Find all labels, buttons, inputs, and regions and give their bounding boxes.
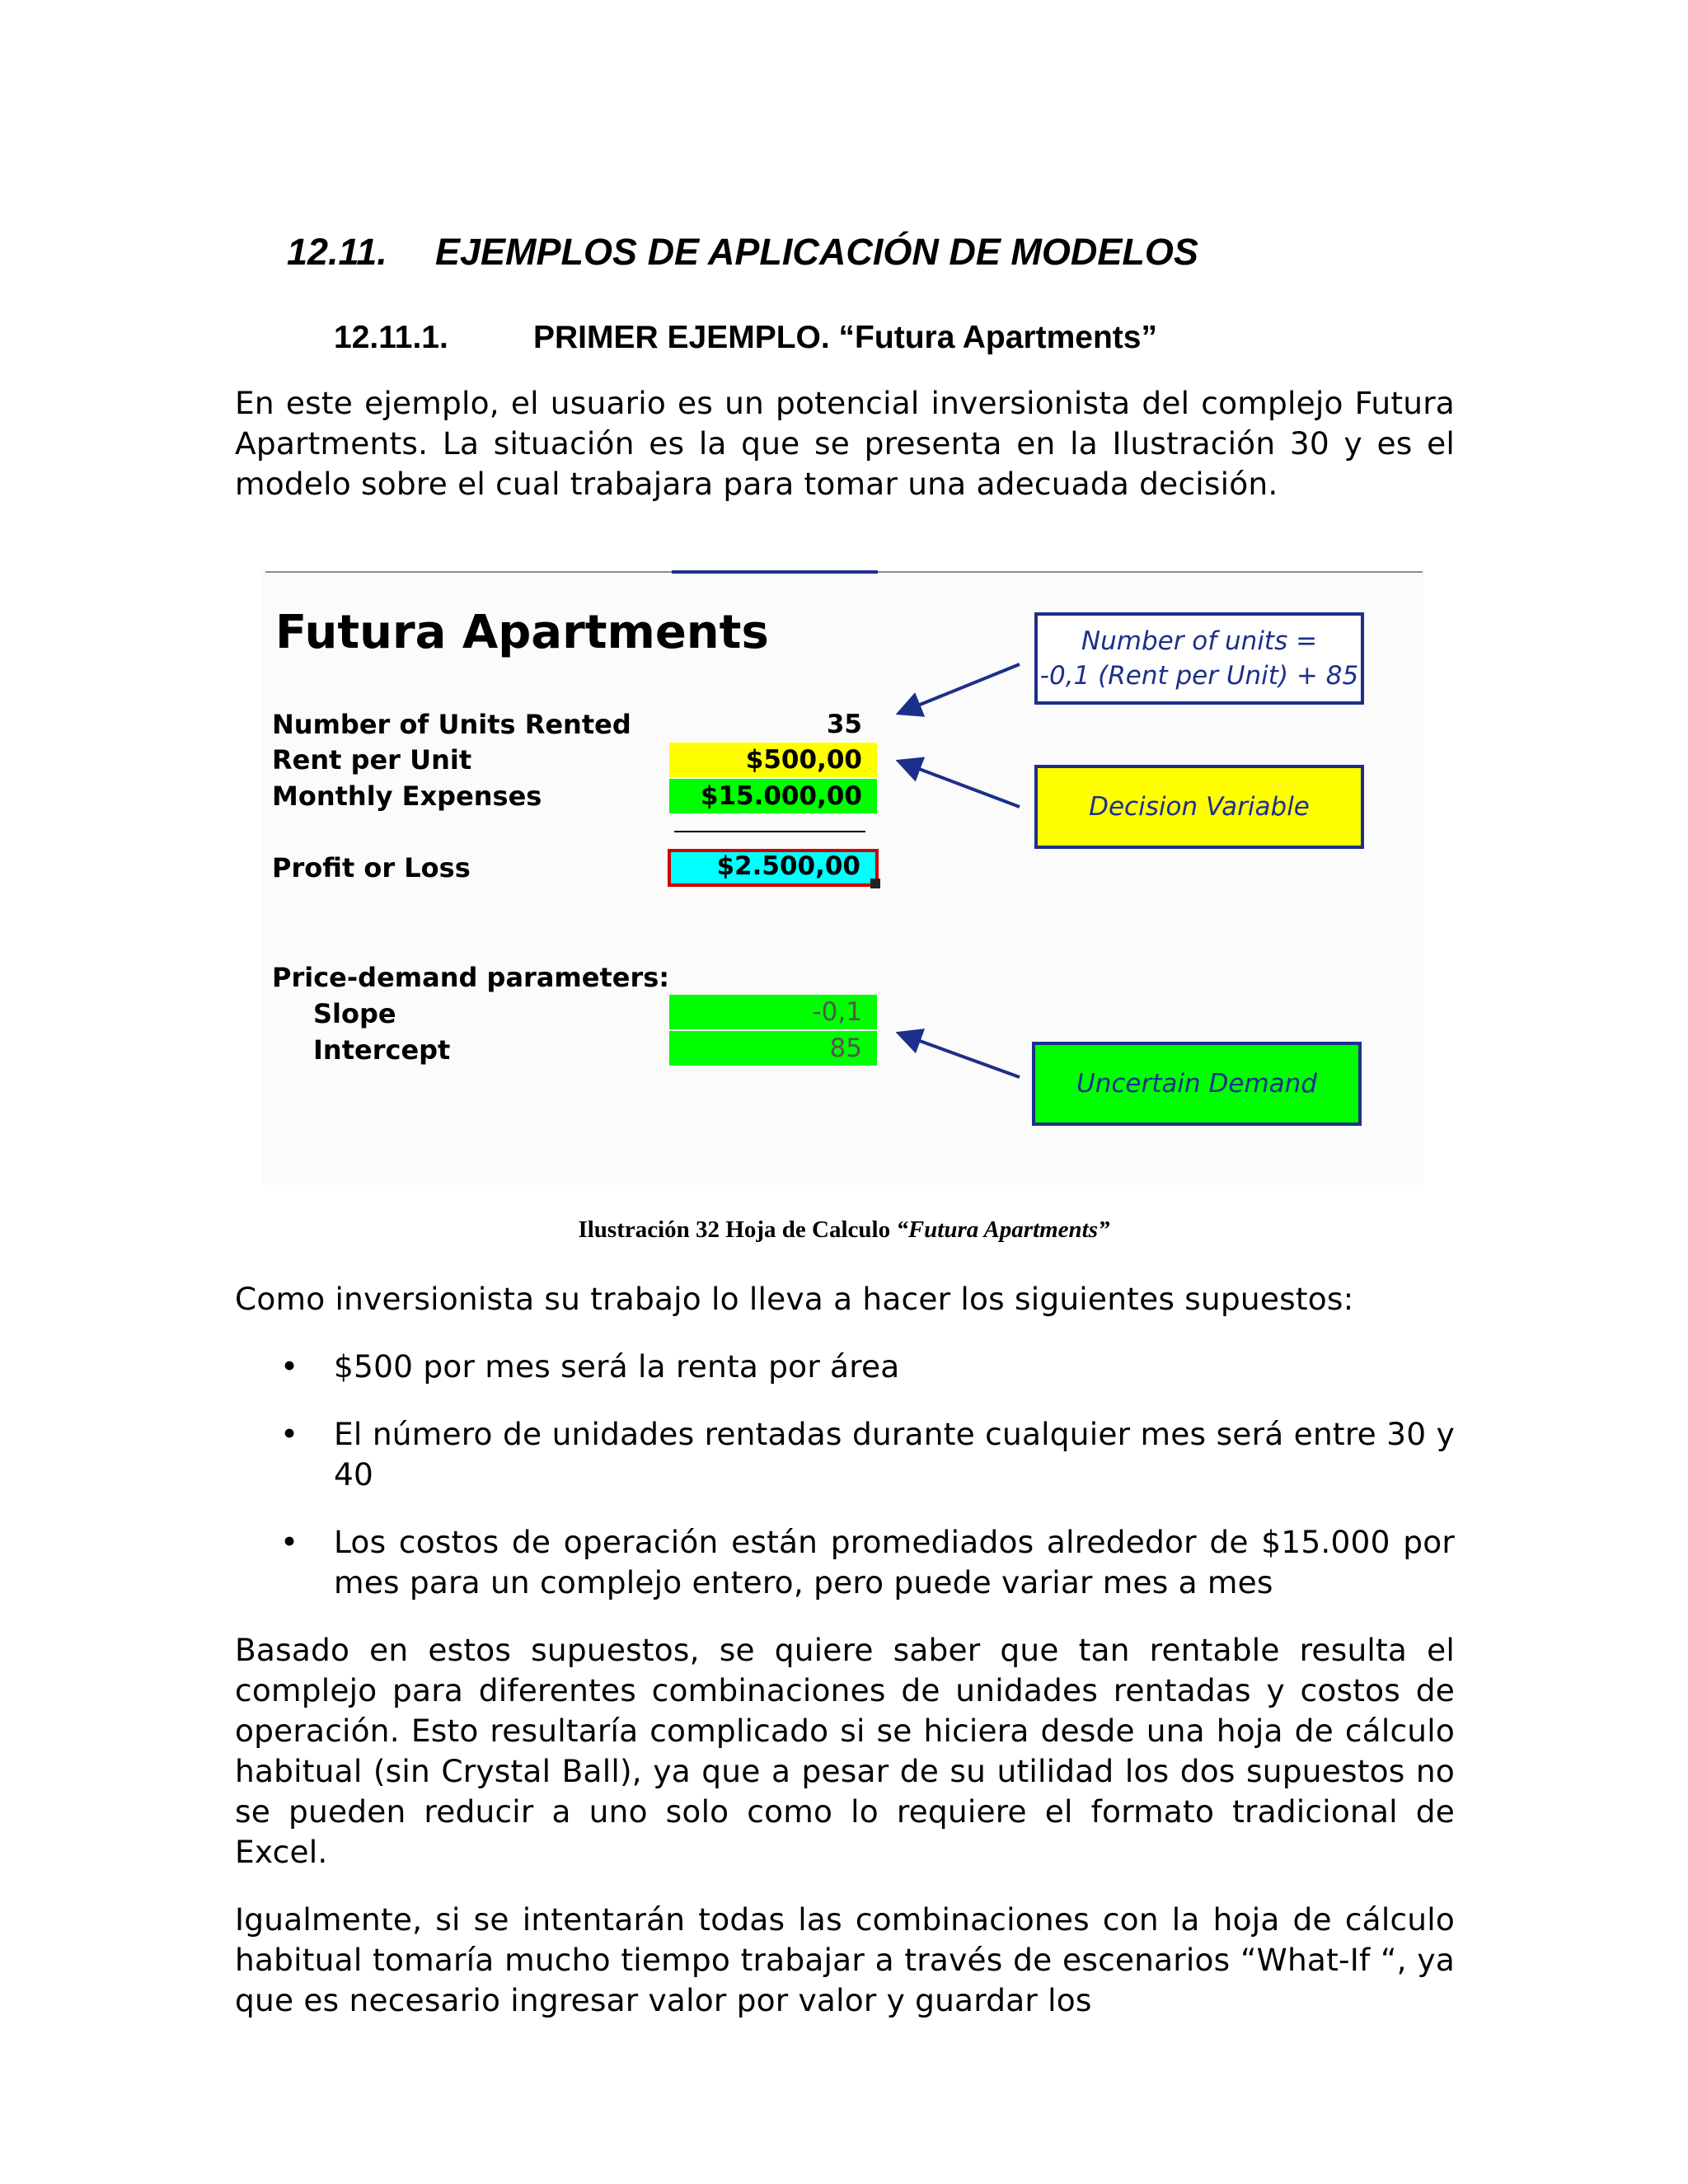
- bullet-item-3: Los costos de operación están promediados alrededor de $15.000 por mes para un complejo entero, pero puede variar mes a mes: [334, 1524, 1455, 1601]
- paragraph-2: Basado en estos supuestos, se quiere saber que tan rentable resulta el complejo para diferentes combinaciones de unidades rentadas y costos de operación. Esto resultaría complicado si se hiciera desde una hoja de cálculo habitual (sin Crystal Ball), ya que a pesar de su utilidad los dos supuestos no se pueden reducir a uno solo como lo requiere el formato tradicional de Excel.: [235, 1632, 1455, 1870]
- paragraph-3: Igualmente, si se intentarán todas las combinaciones con la hoja de cálculo habitual tomaría mucho tiempo trabajar a través de escenarios “What-If “, ya que es necesario ingresar valor por valor y guardar los: [235, 1901, 1455, 2018]
- bullet-marker: •: [280, 1416, 299, 1452]
- decision-variable-text: Decision Variable: [1089, 792, 1310, 822]
- param-label-intercept: Intercept: [313, 1034, 451, 1066]
- caption-italic: “Futura Apartments”: [896, 1216, 1110, 1243]
- bullet-item-1: $500 por mes será la renta por área: [334, 1348, 900, 1385]
- formula-line-2: -0,1 (Rent per Unit) + 85: [1039, 661, 1359, 691]
- uncertain-demand-text: Uncertain Demand: [1076, 1069, 1317, 1099]
- row-label-units: Number of Units Rented: [272, 709, 631, 740]
- spreadsheet-title: Futura Apartments: [275, 606, 769, 659]
- row-label-profit: Profit or Loss: [272, 852, 471, 883]
- subsection-number: 12.11.1.: [334, 320, 448, 355]
- bullet-item-2: El número de unidades rentadas durante cualquier mes será entre 30 y 40: [334, 1416, 1455, 1493]
- intro-paragraph: En este ejemplo, el usuario es un potencial inversionista del complejo Futura Apartments. La situación es la que se presenta en la Ilustración 30 y es el modelo sobre el cual trabajara para tomar una adecuada decisión.: [235, 385, 1455, 502]
- cell-units-rented: 35: [826, 710, 862, 739]
- arrow-to-rent: [902, 762, 1020, 807]
- bullet-marker: •: [280, 1348, 299, 1385]
- subsection-title: PRIMER EJEMPLO. “Futura Apartments”: [533, 320, 1157, 355]
- cell-profit-or-loss: $2.500,00: [668, 849, 879, 887]
- figure-caption: [0, 1216, 1688, 1244]
- params-label: Price-demand parameters:: [272, 962, 670, 993]
- param-label-slope: Slope: [313, 998, 396, 1029]
- cell-slope: -0,1: [669, 995, 877, 1029]
- cell-monthly-expenses: $15.000,00: [669, 779, 877, 813]
- assumptions-intro: Como inversionista su trabajo lo lleva a hacer los siguientes supuestos:: [235, 1281, 1354, 1317]
- row-label-expenses: Monthly Expenses: [272, 780, 542, 812]
- arrow-to-units: [902, 664, 1020, 712]
- cell-rent-per-unit: $500,00: [669, 743, 877, 777]
- cell-intercept: 85: [669, 1031, 877, 1066]
- section-number: 12.11.: [287, 231, 387, 273]
- caption-prefix: Ilustración 32 Hoja de Calculo: [578, 1216, 897, 1243]
- bullet-marker: •: [280, 1524, 299, 1560]
- formula-line-1: Number of units =: [1081, 626, 1318, 656]
- arrow-to-params: [902, 1034, 1020, 1077]
- row-label-rent: Rent per Unit: [272, 744, 472, 776]
- section-title: EJEMPLOS DE APLICACIÓN DE MODELOS: [435, 231, 1198, 273]
